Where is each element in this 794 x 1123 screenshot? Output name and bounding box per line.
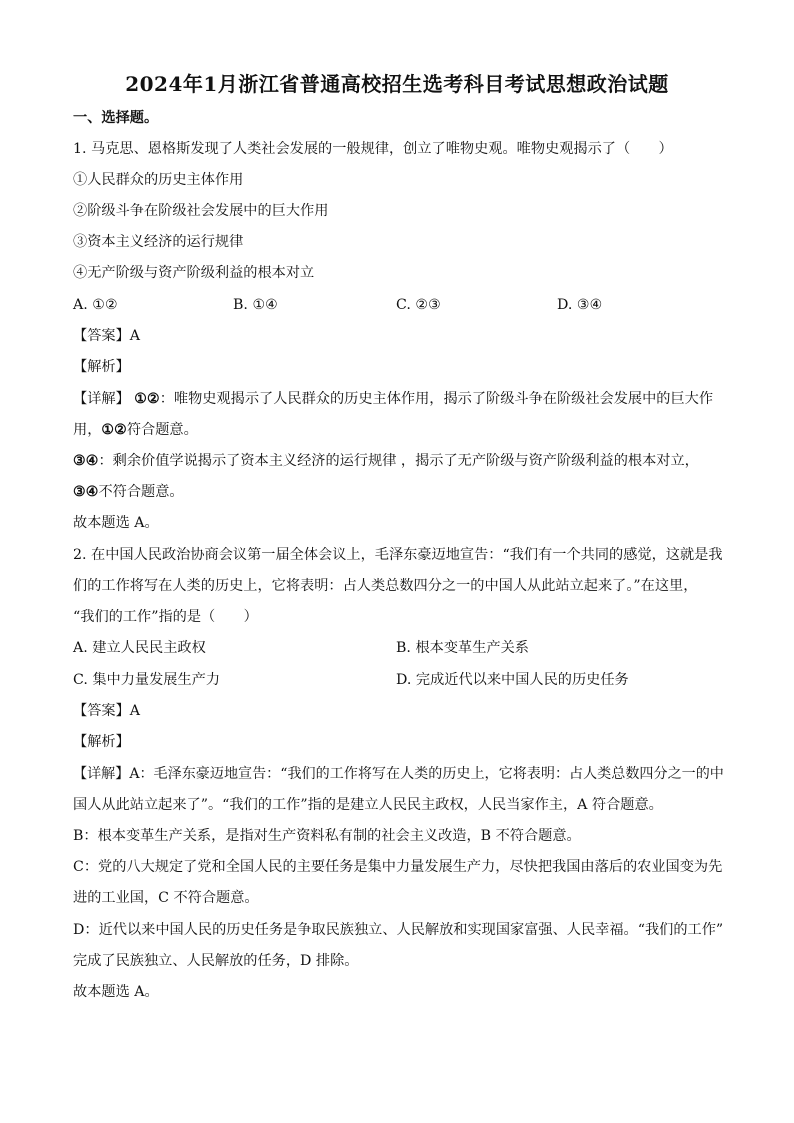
q1-option-c: C. ②③ [396, 297, 441, 313]
page-title: 2024年1月浙江省普通高校招生选考科目考试思想政治试题 [125, 72, 669, 96]
q1-detail-text-3: ：剩余价值学说揭示了资本主义经济的运行规律 ，揭示了无产阶级与资产阶级利益的根本对立， [98, 453, 699, 469]
q1-answer: 【答案】A [73, 328, 140, 344]
q1-item-3: ③资本主义经济的运行规律 [73, 234, 244, 250]
q1-detail-bold-2: ①② [101, 422, 127, 438]
q1-conclusion: 故本题选 A。 [73, 515, 159, 531]
q2-option-d: D. 完成近代以来中国人民的历史任务 [396, 672, 629, 688]
section-heading: 一、选择题。 [73, 110, 159, 126]
q2-stem-line-3: “我们的工作”指的是（ ） [73, 609, 258, 625]
q1-detail-text-2a: 用， [73, 422, 102, 438]
q2-detail-line-4: C：党的八大规定了党和全国人民的主要任务是集中力量发展生产力，尽快把我国由落后的农业国变为先 [73, 859, 723, 875]
q2-detail-line-6: D：近代以来中国人民的历史任务是争取民族独立、人民解放和实现国家富强、人民幸福。“我们的工作” [73, 922, 724, 938]
q1-option-b: B. ①④ [233, 297, 278, 313]
q1-detail-head: 【详解】 [73, 391, 130, 407]
q1-detail-bold-4: ③④ [73, 484, 99, 500]
q1-item-2: ②阶级斗争在阶级社会发展中的巨大作用 [73, 203, 329, 219]
q1-detail-text-2b: 符合题意。 [126, 422, 198, 438]
q2-conclusion: 故本题选 A。 [73, 984, 159, 1000]
q1-item-4: ④无产阶级与资产阶级利益的根本对立 [73, 265, 315, 281]
q2-detail-line-7: 完成了民族独立、人民解放的任务，D 排除。 [73, 953, 359, 969]
q1-option-a: A. ①② [73, 297, 118, 313]
q1-detail-line-3 [73, 451, 699, 471]
q2-detail-line-3: B：根本变革生产关系，是指对生产资料私有制的社会主义改造，B 不符合题意。 [73, 828, 581, 844]
q2-stem-line-1: 2. 在中国人民政治协商会议第一届全体会议上，毛泽东豪迈地宣告：“我们有一个共同的感觉，这就是我 [73, 547, 723, 563]
q1-detail-bold-3: ③④ [73, 453, 99, 469]
q2-detail-line-2: 国人从此站立起来了”。“我们的工作”指的是建立人民民主政权，人民当家作主，A 符合题意。 [73, 797, 663, 813]
q2-detail-line-5: 进的工业国，C 不符合题意。 [73, 890, 259, 906]
q2-option-b: B. 根本变革生产关系 [396, 640, 529, 656]
q1-stem: 1. 马克思、恩格斯发现了人类社会发展的一般规律，创立了唯物史观。唯物史观揭示了（ ） [73, 141, 673, 157]
q1-analysis: 【解析】 [73, 359, 130, 375]
q1-option-d: D. ③④ [557, 297, 603, 313]
q2-option-a: A. 建立人民民主政权 [73, 640, 206, 656]
q1-item-1: ①人民群众的历史主体作用 [73, 172, 244, 188]
q1-detail-line-2 [73, 420, 198, 440]
q1-detail-text-1: ：唯物史观揭示了人民群众的历史主体作用，揭示了阶级斗争在阶级社会发展中的巨大作 [159, 391, 714, 407]
q1-detail-line-1 [73, 389, 713, 409]
q2-stem-line-2: 们的工作将写在人类的历史上，它将表明：占人类总数四分之一的中国人从此站立起来了。”在这里， [73, 578, 698, 594]
q1-detail-text-4: 不符合题意。 [98, 484, 184, 500]
q2-answer: 【答案】A [73, 703, 140, 719]
q1-detail-line-4 [73, 482, 184, 502]
q2-detail-line-1: 【详解】A：毛泽东豪迈地宣告：“我们的工作将写在人类的历史上，它将表明：占人类总数四分之一的中 [73, 766, 724, 782]
q2-analysis: 【解析】 [73, 734, 130, 750]
q2-option-c: C. 集中力量发展生产力 [73, 672, 221, 688]
q1-detail-bold-1: ①② [134, 391, 160, 407]
